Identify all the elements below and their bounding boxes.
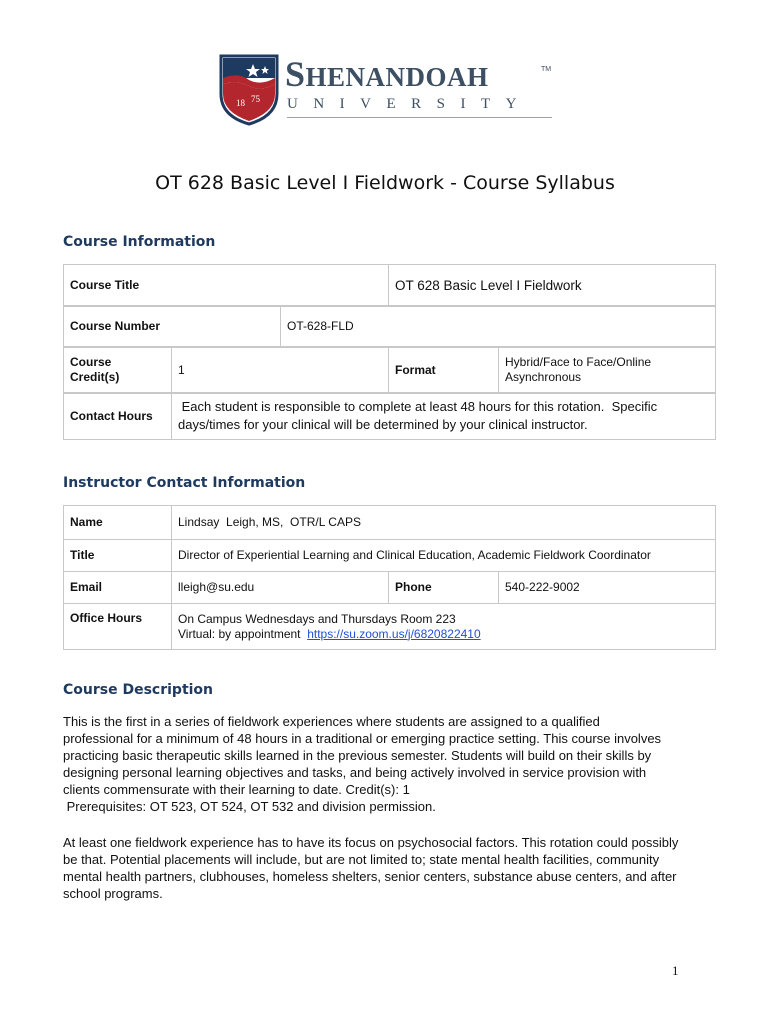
year-left: 18 bbox=[236, 98, 245, 108]
year-right: 75 bbox=[251, 94, 260, 104]
format-value-line1: Hybrid/Face to Face/Online bbox=[505, 355, 652, 369]
page-number: 1 bbox=[672, 963, 679, 978]
credits-label-line2: Credit(s) bbox=[70, 370, 120, 384]
office-hours-line2 bbox=[178, 627, 709, 642]
credits-label-line1: Course bbox=[70, 355, 112, 369]
description-line: designing personal learning objectives and tasks, and being actively involved in service provision with bbox=[63, 765, 647, 780]
credits-format-table bbox=[63, 346, 716, 394]
university-name bbox=[285, 54, 489, 97]
contact-hours-value bbox=[172, 393, 716, 440]
table-row bbox=[64, 306, 716, 348]
instructor-table bbox=[63, 505, 716, 650]
course-number-value: OT-628-FLD bbox=[281, 306, 716, 348]
prerequisites-line: Prerequisites: OT 523, OT 524, OT 532 and division permission. bbox=[63, 799, 436, 814]
trademark: TM bbox=[541, 66, 552, 73]
title-value: Director of Experiential Learning and Clinical Education, Academic Fieldwork Coordinator bbox=[172, 540, 716, 572]
email-value: lleigh@su.edu bbox=[172, 572, 389, 604]
description-line: professional for a minimum of 48 hours in a traditional or emerging practice setting. This course involves bbox=[63, 731, 662, 746]
table-row bbox=[64, 604, 716, 650]
zoom-link[interactable]: https://su.zoom.us/j/6820822410 bbox=[307, 626, 481, 641]
name-value: Lindsay Leigh, MS, OTR/L CAPS bbox=[172, 506, 716, 540]
table-row bbox=[64, 265, 716, 307]
format-label: Format bbox=[389, 347, 499, 394]
description-paragraph-1 bbox=[63, 713, 723, 815]
description-line: mental health partners, clubhouses, homeless shelters, senior centers, substance abuse centers, and after bbox=[63, 869, 677, 884]
description-line: At least one fieldwork experience has to have its focus on psychosocial factors. This rotation could possibly bbox=[63, 835, 679, 850]
university-logo bbox=[219, 54, 551, 126]
table-row bbox=[64, 572, 716, 604]
description-line: be that. Potential placements will include, but are not limited to; state mental health facilities, community bbox=[63, 852, 660, 867]
course-number-label: Course Number bbox=[64, 306, 281, 348]
university-subline: UNIVERSITY bbox=[287, 96, 532, 112]
contact-hours-line1: Each student is responsible to complete at least 48 hours for this rotation. Specific bbox=[178, 399, 658, 414]
name-initial: S bbox=[285, 54, 306, 94]
course-info-heading: Course Information bbox=[63, 234, 216, 250]
format-value bbox=[499, 347, 716, 394]
description-line: practicing basic therapeutic skills learned in the previous semester. Students will build on their skills by bbox=[63, 748, 652, 763]
description-paragraph-2 bbox=[63, 834, 723, 902]
credits-label bbox=[64, 347, 172, 394]
office-hours-virtual: Virtual: by appointment bbox=[178, 626, 308, 641]
course-title-label: Course Title bbox=[64, 265, 389, 307]
shield-crest-icon bbox=[219, 54, 279, 126]
course-info-table bbox=[63, 264, 716, 307]
phone-label: Phone bbox=[389, 572, 499, 604]
office-hours-line1: On Campus Wednesdays and Thursdays Room 223 bbox=[178, 611, 456, 626]
name-rest: HENANDOAH bbox=[305, 62, 489, 92]
contact-hours-label: Contact Hours bbox=[64, 393, 172, 440]
phone-value: 540-222-9002 bbox=[499, 572, 716, 604]
instructor-heading: Instructor Contact Information bbox=[63, 475, 306, 491]
office-hours-value bbox=[172, 604, 716, 650]
contact-hours-line2: days/times for your clinical will be determined by your clinical instructor. bbox=[178, 417, 588, 432]
format-value-line2: Asynchronous bbox=[505, 370, 582, 384]
email-label: Email bbox=[64, 572, 172, 604]
description-line: This is the first in a series of fieldwork experiences where students are assigned to a qualified bbox=[63, 714, 600, 729]
title-label: Title bbox=[64, 540, 172, 572]
course-number-table bbox=[63, 305, 716, 348]
contact-hours-table bbox=[63, 392, 716, 440]
description-line: clients commensurate with their learning to date. Credit(s): 1 bbox=[63, 782, 410, 797]
table-row bbox=[64, 506, 716, 540]
table-row bbox=[64, 393, 716, 440]
office-hours-label: Office Hours bbox=[64, 604, 172, 650]
document-title: OT 628 Basic Level I Fieldwork - Course Syllabus bbox=[155, 172, 615, 194]
description-line: school programs. bbox=[63, 886, 163, 901]
logo-rule bbox=[287, 117, 552, 118]
description-heading: Course Description bbox=[63, 682, 214, 698]
name-label: Name bbox=[64, 506, 172, 540]
table-row bbox=[64, 540, 716, 572]
table-row bbox=[64, 347, 716, 394]
credits-value: 1 bbox=[172, 347, 389, 394]
course-title-value: OT 628 Basic Level I Fieldwork bbox=[389, 265, 716, 307]
